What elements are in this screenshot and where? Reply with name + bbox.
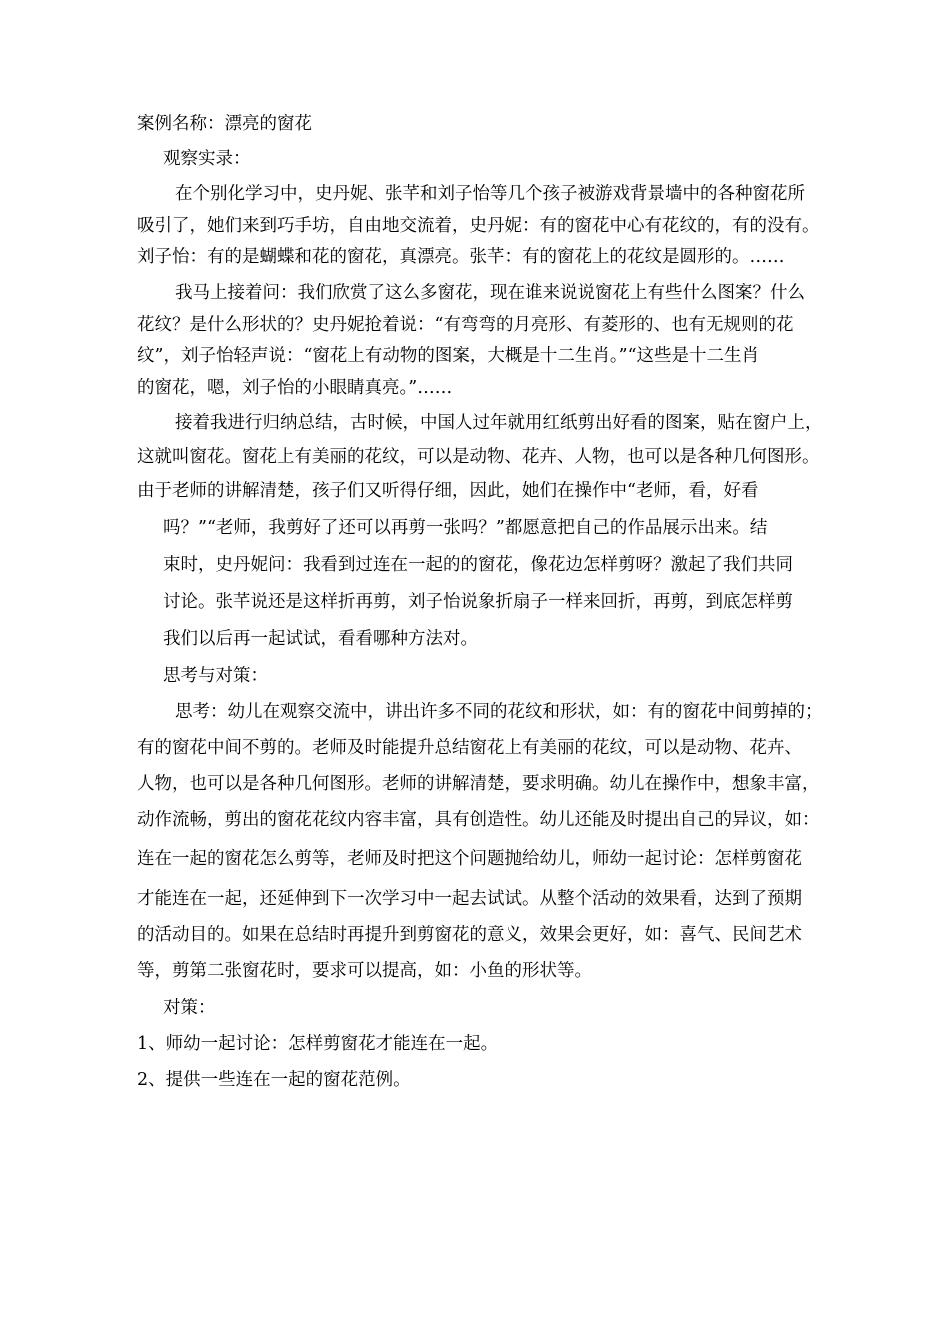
paragraph-line: 这就叫窗花。窗花上有美丽的花纹，可以是动物、花卉、人物，也可以是各种几何图形。	[137, 447, 820, 467]
paragraph-line: 吸引了，她们来到巧手坊，自由地交流着，史丹妮：有的窗花中心有花纹的，有的没有。	[137, 216, 820, 236]
paragraph-line: 的活动目的。如果在总结时再提升到剪窗花的意义，效果会更好，如：喜气、民间艺术	[137, 925, 802, 945]
paragraph-line: 连在一起的窗花怎么剪等，老师及时把这个问题抛给幼儿，师幼一起讨论：怎样剪窗花	[137, 849, 802, 869]
case-title: 案例名称：漂亮的窗花	[137, 114, 312, 134]
paragraph-line: 纹”，刘子怡轻声说：“窗花上有动物的图案，大概是十二生肖。”“这些是十二生肖	[137, 346, 760, 366]
paragraph-line: 吗？”“老师，我剪好了还可以再剪一张吗？”都愿意把自己的作品展示出来。结	[163, 518, 768, 538]
paragraph-line: 才能连在一起，还延伸到下一次学习中一起去试试。从整个活动的效果看，达到了预期	[137, 889, 802, 909]
paragraph-line: 接着我进行归纳总结，古时候，中国人过年就用红纸剪出好看的图案，贴在窗户上，	[175, 413, 823, 433]
paragraph-line: 有的窗花中间不剪的。老师及时能提升总结窗花上有美丽的花纹，可以是动物、花卉、	[137, 738, 802, 758]
thinking-heading: 思考与对策：	[163, 666, 268, 686]
strategy-heading: 对策：	[163, 998, 216, 1018]
paragraph-line: 我马上接着问：我们欣赏了这么多窗花，现在谁来说说窗花上有些什么图案？什么	[175, 283, 805, 303]
paragraph-line: 等，剪第二张窗花时，要求可以提高，如：小鱼的形状等。	[137, 961, 592, 981]
paragraph-line: 刘子怡：有的是蝴蝶和花的窗花，真漂亮。张芊：有的窗花上的花纹是圆形的。……	[137, 247, 785, 267]
strategy-item: 1、师幼一起讨论：怎样剪窗花才能连在一起。	[137, 1034, 499, 1054]
paragraph-line: 花纹？是什么形状的？史丹妮抢着说：“有弯弯的月亮形、有菱形的、也有无规则的花	[137, 315, 794, 335]
paragraph-line: 讨论。张芊说还是这样折再剪，刘子怡说象折扇子一样来回折，再剪，到底怎样剪	[163, 592, 793, 612]
paragraph-line: 动作流畅，剪出的窗花花纹内容丰富，具有创造性。幼儿还能及时提出自己的异议，如：	[137, 810, 820, 830]
paragraph-line: 人物，也可以是各种几何图形。老师的讲解清楚，要求明确。幼儿在操作中，想象丰富，	[137, 774, 820, 794]
paragraph-line: 思考：幼儿在观察交流中，讲出许多不同的花纹和形状，如：有的窗花中间剪掉的；	[175, 702, 823, 722]
observation-heading: 观察实录：	[163, 149, 251, 169]
paragraph-line: 我们以后再一起试试，看看哪种方法对。	[163, 629, 478, 649]
strategy-item: 2、提供一些连在一起的窗花范例。	[137, 1070, 411, 1090]
paragraph-line: 的窗花，嗯，刘子怡的小眼睛真亮。”……	[137, 378, 453, 398]
paragraph-line: 由于老师的讲解清楚，孩子们又听得仔细，因此，她们在操作中“老师，看，好看	[137, 481, 759, 501]
paragraph-line: 在个别化学习中，史丹妮、张芊和刘子怡等几个孩子被游戏背景墙中的各种窗花所	[175, 184, 805, 204]
paragraph-line: 束时，史丹妮问：我看到过连在一起的的窗花，像花边怎样剪呀？激起了我们共同	[163, 555, 793, 575]
